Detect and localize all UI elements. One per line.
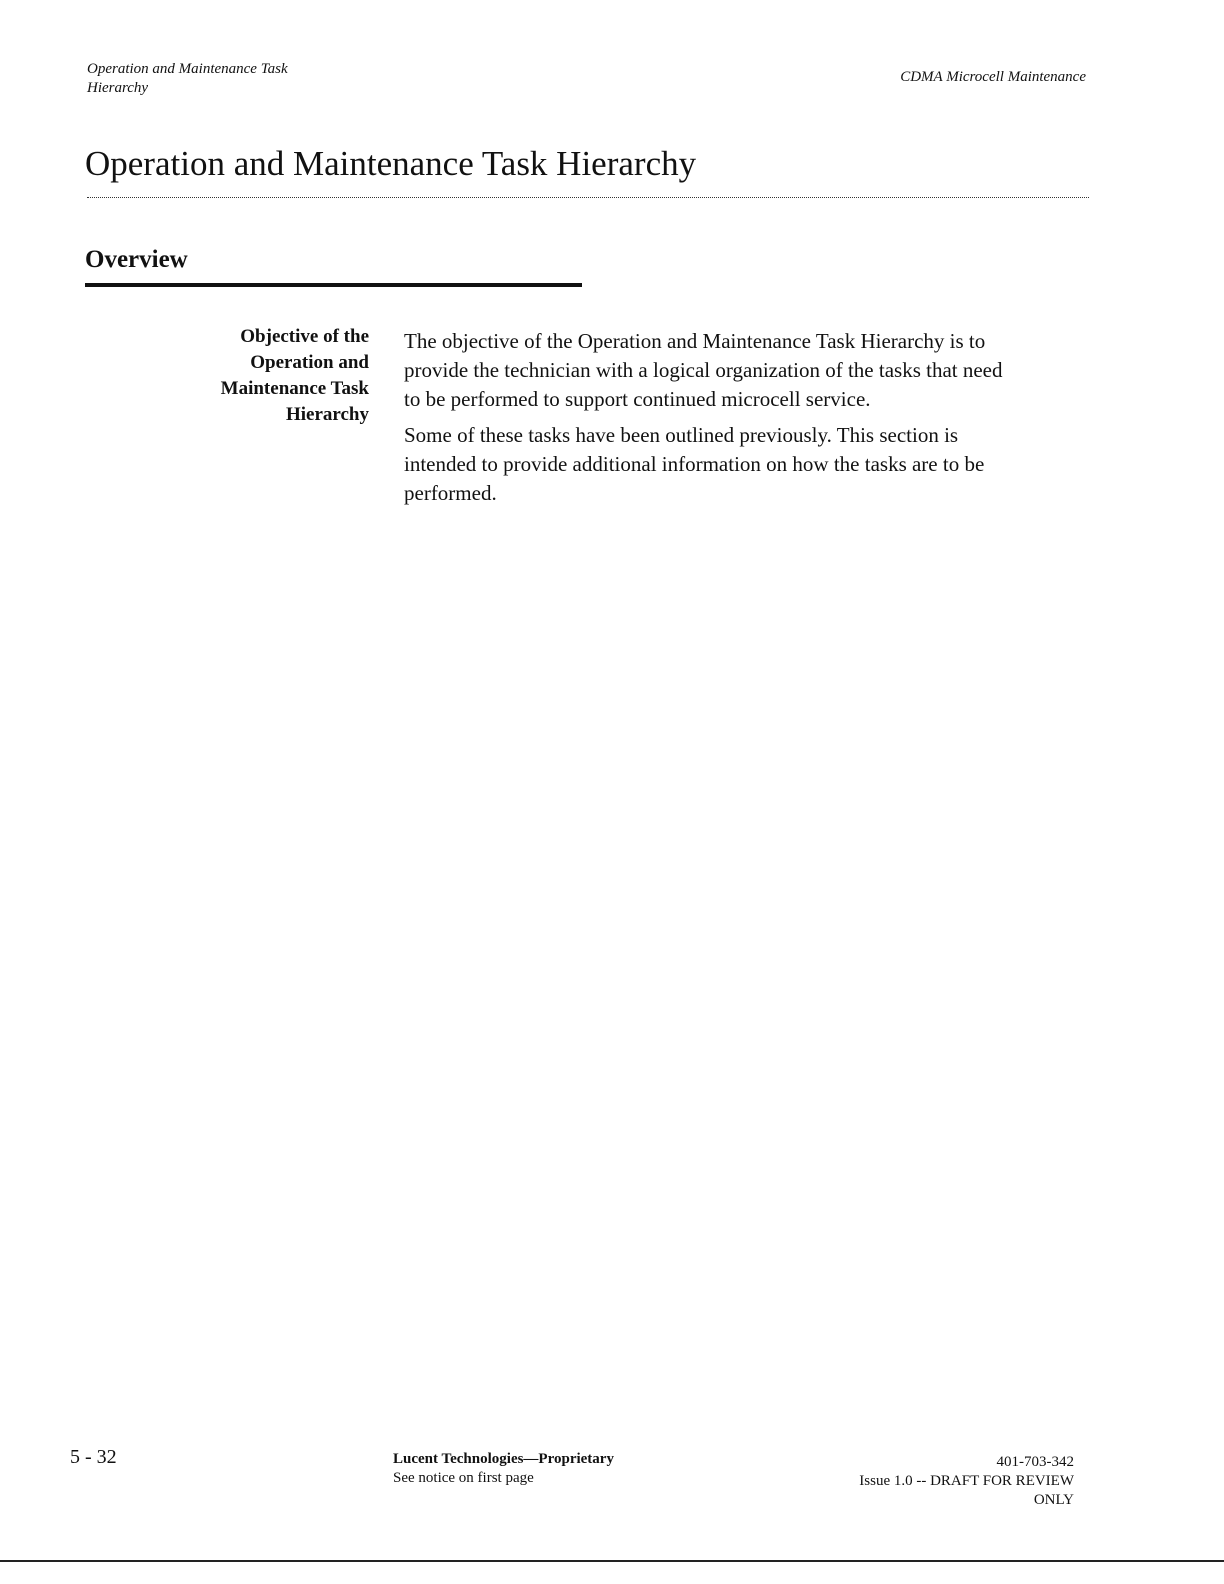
- running-head-left-line-2: Hierarchy: [87, 80, 149, 96]
- running-head-right: CDMA Microcell Maintenance: [900, 69, 1086, 85]
- side-label-line: Objective of the: [240, 326, 369, 347]
- paragraph-line: The objective of the Operation and Maintenance Task Hierarchy is to: [404, 329, 986, 353]
- chapter-title: Operation and Maintenance Task Hierarchy: [85, 144, 697, 183]
- page-number: 5 - 32: [70, 1446, 117, 1468]
- paragraph-line: provide the technician with a logical organization of the tasks that need: [404, 358, 1003, 382]
- side-label-line: Hierarchy: [285, 404, 369, 425]
- footer-issue-line: Issue 1.0 -- DRAFT FOR REVIEW: [859, 1473, 1074, 1489]
- paragraph-line: performed.: [404, 481, 497, 505]
- bottom-rule: [0, 1560, 1224, 1562]
- side-label-line: Operation and: [250, 352, 369, 373]
- section-heading: Overview: [85, 246, 188, 273]
- paragraph-tasks: [404, 421, 1094, 508]
- running-head-left: [87, 60, 407, 98]
- footer-center: [393, 1450, 614, 1488]
- footer-company: Lucent Technologies—Proprietary: [393, 1451, 614, 1467]
- paragraph-line: intended to provide additional information on how the tasks are to be: [404, 452, 985, 476]
- footer-doc-number: 401-703-342: [996, 1454, 1074, 1470]
- running-head-left-line-1: Operation and Maintenance Task: [87, 61, 288, 77]
- footer-right: [774, 1453, 1074, 1510]
- footer-issue-line: ONLY: [1033, 1492, 1074, 1508]
- paragraph-line: to be performed to support continued microcell service.: [404, 387, 871, 411]
- paragraph-objective: [404, 327, 1094, 414]
- footer-notice: See notice on first page: [393, 1470, 534, 1486]
- side-label-line: Maintenance Task: [220, 378, 369, 399]
- title-dotted-rule: [87, 197, 1089, 198]
- body-text: [404, 327, 1094, 515]
- side-label: [180, 324, 369, 428]
- paragraph-line: Some of these tasks have been outlined previously. This section is: [404, 423, 959, 447]
- section-heading-rule: [85, 283, 582, 287]
